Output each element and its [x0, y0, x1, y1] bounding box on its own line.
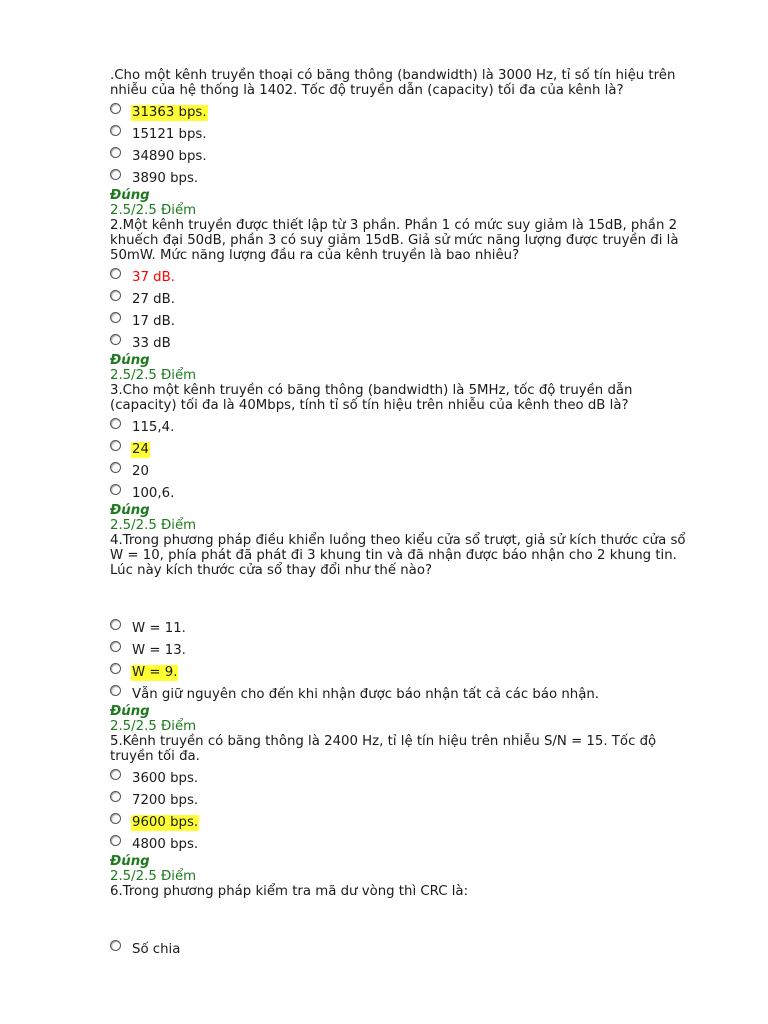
option-b[interactable] [110, 790, 695, 812]
option-label: 24 [132, 442, 149, 457]
question-2 [110, 218, 695, 383]
result-status: Đúng [110, 503, 150, 518]
option-d[interactable] [110, 684, 695, 706]
option-label: 17 dB. [132, 314, 175, 329]
option-label: 31363 bps. [132, 105, 207, 120]
option-c[interactable] [110, 311, 695, 333]
option-label: 33 dB [132, 336, 171, 351]
question-text: 5.Kênh truyền có băng thông là 2400 Hz, tỉ lệ tín hiệu trên nhiễu S/N = 15. Tốc độ truyền tối đa. [110, 734, 657, 764]
result-status: Đúng [110, 353, 150, 368]
question-4 [110, 533, 695, 734]
radio-button[interactable] [110, 169, 121, 180]
option-c[interactable] [110, 461, 695, 483]
option-a[interactable] [110, 768, 695, 790]
result-score: 2.5/2.5 Điểm [110, 518, 197, 533]
option-c[interactable] [110, 662, 695, 684]
result-score: 2.5/2.5 Điểm [110, 368, 197, 383]
radio-button[interactable] [110, 791, 121, 802]
question-1 [110, 68, 695, 218]
option-d[interactable] [110, 333, 695, 355]
radio-button[interactable] [110, 619, 121, 630]
radio-button[interactable] [110, 835, 121, 846]
question-text: 3.Cho một kênh truyền có băng thông (bandwidth) là 5MHz, tốc độ truyền dẫn (capacity) tối đa là 40Mbps, tính tỉ số tín hiệu trên nhiễu của kênh theo dB là? [110, 383, 633, 413]
option-label: W = 13. [132, 643, 186, 658]
result-score: 2.5/2.5 Điểm [110, 869, 197, 884]
radio-button[interactable] [110, 334, 121, 345]
option-label: 9600 bps. [132, 815, 199, 830]
option-label: W = 9. [132, 665, 178, 680]
option-label: 100,6. [132, 486, 175, 501]
question-text: .Cho một kênh truyền thoại có băng thông (bandwidth) là 3000 Hz, tỉ số tín hiệu trên nhiễu của hệ thống là 1402. Tốc độ truyền dẫn (capacity) tối đa của kênh là? [110, 68, 676, 98]
question-5 [110, 734, 695, 884]
option-a[interactable] [110, 939, 695, 961]
question-text: 4.Trong phương pháp điều khiển luồng theo kiểu cửa sổ trượt, giả sử kích thước cửa sổ W = 10, phía phát đã phát đi 3 khung tin và đã nhận được báo nhận cho 2 khung tin. Lúc này kích thước cửa sổ thay đổi như thế nào? [110, 533, 686, 578]
question-text: 2.Một kênh truyền được thiết lập từ 3 phần. Phần 1 có mức suy giảm là 15dB, phần 2 khuếch đại 50dB, phần 3 có suy giảm 15dB. Giả sử mức năng lượng được truyền đi là 50mW. Mức năng lượng đầu ra của kênh truyền là bao nhiêu? [110, 218, 679, 263]
radio-button[interactable] [110, 103, 121, 114]
option-label: 7200 bps. [132, 793, 199, 808]
result-status: Đúng [110, 188, 150, 203]
option-label: 27 dB. [132, 292, 175, 307]
option-d[interactable] [110, 168, 695, 190]
option-label: 15121 bps. [132, 127, 207, 142]
radio-button[interactable] [110, 147, 121, 158]
option-a[interactable] [110, 618, 695, 640]
option-b[interactable] [110, 640, 695, 662]
radio-button[interactable] [110, 125, 121, 136]
question-3 [110, 383, 695, 533]
option-c[interactable] [110, 812, 695, 834]
option-b[interactable] [110, 289, 695, 311]
radio-button[interactable] [110, 440, 121, 451]
option-d[interactable] [110, 834, 695, 856]
option-c[interactable] [110, 146, 695, 168]
radio-button[interactable] [110, 312, 121, 323]
radio-button[interactable] [110, 769, 121, 780]
option-label: 4800 bps. [132, 837, 199, 852]
radio-button[interactable] [110, 290, 121, 301]
option-d[interactable] [110, 483, 695, 505]
radio-button[interactable] [110, 268, 121, 279]
option-label: 3890 bps. [132, 171, 199, 186]
option-label: 3600 bps. [132, 771, 199, 786]
option-a[interactable] [110, 267, 695, 289]
option-label: 115,4. [132, 420, 175, 435]
result-status: Đúng [110, 854, 150, 869]
question-text: 6.Trong phương pháp kiểm tra mã dư vòng thì CRC là: [110, 884, 469, 899]
radio-button[interactable] [110, 418, 121, 429]
radio-button[interactable] [110, 462, 121, 473]
question-6 [110, 884, 695, 961]
radio-button[interactable] [110, 484, 121, 495]
option-label: Vẫn giữ nguyên cho đến khi nhận được báo nhận tất cả các báo nhận. [132, 687, 600, 702]
option-a[interactable] [110, 102, 695, 124]
radio-button[interactable] [110, 663, 121, 674]
option-label: Số chia [132, 942, 181, 957]
quiz-document [110, 68, 695, 961]
option-b[interactable] [110, 124, 695, 146]
result-score: 2.5/2.5 Điểm [110, 203, 197, 218]
result-status: Đúng [110, 704, 150, 719]
option-label: 37 dB. [132, 270, 175, 285]
option-a[interactable] [110, 417, 695, 439]
result-score: 2.5/2.5 Điểm [110, 719, 197, 734]
option-b[interactable] [110, 439, 695, 461]
option-label: 20 [132, 464, 149, 479]
radio-button[interactable] [110, 685, 121, 696]
radio-button[interactable] [110, 813, 121, 824]
radio-button[interactable] [110, 940, 121, 951]
option-label: 34890 bps. [132, 149, 207, 164]
radio-button[interactable] [110, 641, 121, 652]
option-label: W = 11. [132, 621, 186, 636]
